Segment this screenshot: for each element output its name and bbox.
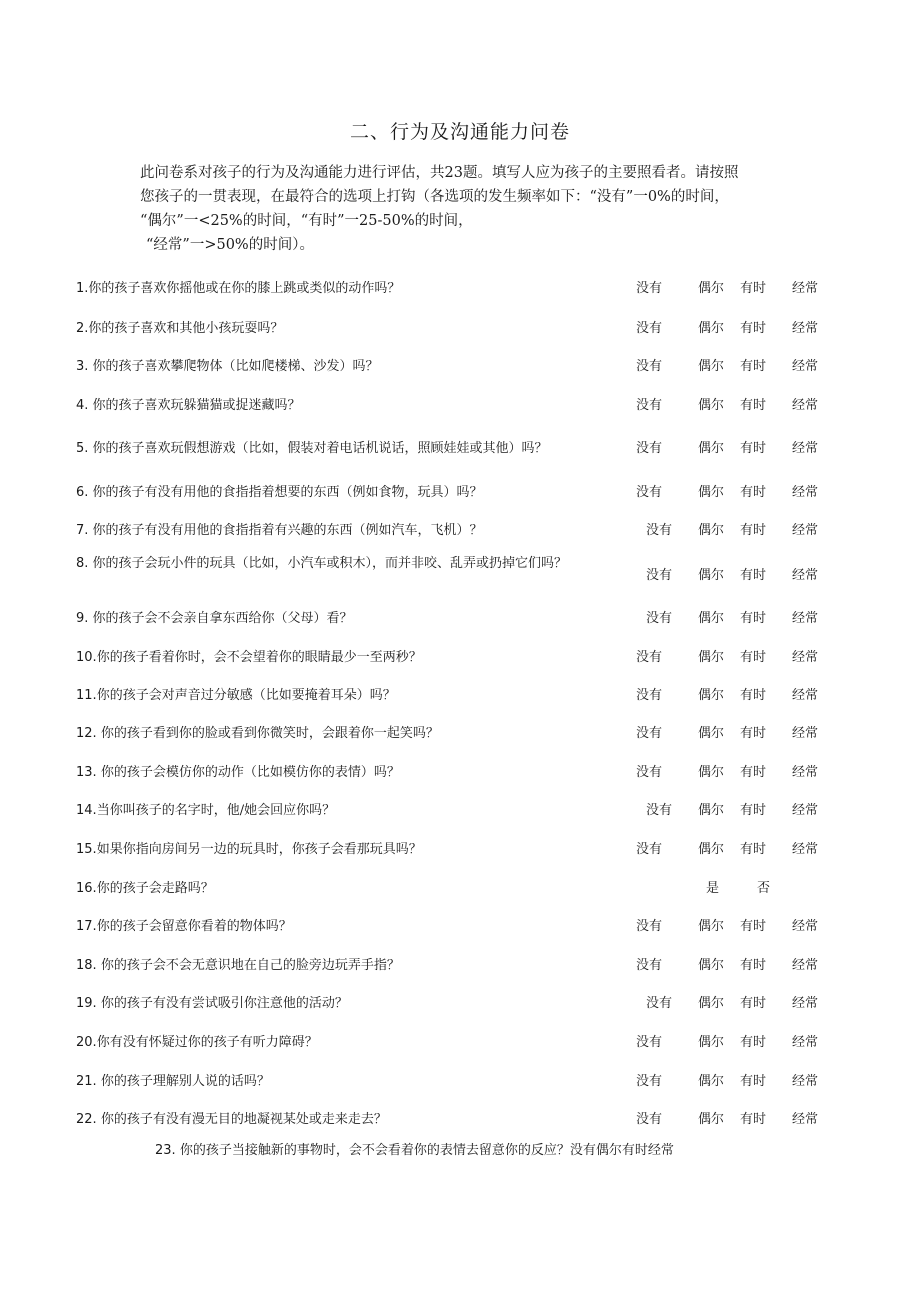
question-text: 你的孩子有没有用他的食指指着想要的东西（例如食物，玩具）吗？ [88, 485, 483, 500]
option-never[interactable]: 没有 [646, 803, 673, 818]
option-sometimes[interactable]: 有时 [740, 1035, 767, 1050]
option-often[interactable]: 经常 [792, 281, 819, 296]
question-text: 你的孩子有没有用他的食指指着有兴趣的东西（例如汽车，飞机）？ [88, 523, 483, 538]
question-number: 9. [76, 611, 89, 626]
question-text: 你的孩子喜欢玩假想游戏（比如，假装对着电话机说话，照顾娃娃或其他）吗？ [88, 441, 548, 456]
question-number: 10. [76, 650, 97, 665]
option-sometimes[interactable]: 有时 [740, 611, 767, 626]
question-3 [76, 355, 379, 374]
option-never[interactable]: 没有 [636, 398, 663, 413]
option-rarely[interactable]: 偶尔 [698, 485, 725, 500]
question-15 [76, 838, 422, 857]
option-often[interactable]: 经常 [792, 398, 819, 413]
option-never[interactable]: 没有 [636, 919, 663, 934]
option-never[interactable]: 没有 [646, 611, 673, 626]
question-text: 你的孩子喜欢你摇他或在你的膝上跳或类似的动作吗？ [88, 281, 401, 296]
question-text: 你的孩子会玩小件的玩具（比如，小汽车或积木），而并非咬、乱弄或扔掉它们吗？ [88, 556, 568, 571]
question-text: 你的孩子有没有漫无目的地凝视某处或走来走去？ [96, 1112, 387, 1127]
question-10 [76, 646, 422, 665]
option-often[interactable]: 经常 [792, 611, 819, 626]
question-14 [76, 799, 335, 818]
option-sometimes[interactable]: 有时 [740, 958, 767, 973]
option-sometimes[interactable]: 有时 [740, 398, 767, 413]
question-2 [76, 317, 283, 336]
option-often[interactable]: 经常 [792, 919, 819, 934]
question-number: 17. [76, 919, 97, 934]
question-16 [76, 877, 214, 896]
option-never[interactable]: 没有 [636, 650, 663, 665]
option-often[interactable]: 经常 [792, 441, 819, 456]
option-often[interactable]: 经常 [792, 485, 819, 500]
question-number: 8. [76, 556, 89, 571]
option-no[interactable]: 否 [757, 881, 771, 896]
question-number: 11. [76, 688, 97, 703]
option-never[interactable]: 没有 [636, 441, 663, 456]
question-20 [76, 1031, 318, 1050]
option-often[interactable]: 经常 [792, 359, 819, 374]
page-title: 二、行为及沟通能力问卷 [349, 121, 570, 143]
option-never[interactable]: 没有 [636, 1112, 663, 1127]
question-number: 12. [76, 726, 97, 741]
question-text: 如果你指向房间另一边的玩具时，你孩子会看那玩具吗？ [96, 842, 422, 857]
option-often[interactable]: 经常 [792, 958, 819, 973]
question-13 [76, 761, 400, 780]
option-rarely[interactable]: 偶尔 [698, 726, 725, 741]
question-number: 14. [76, 803, 97, 818]
question-text: 你的孩子会不会亲自拿东西给你（父母）看？ [88, 611, 353, 626]
option-rarely[interactable]: 偶尔 [698, 523, 725, 538]
option-rarely[interactable]: 偶尔 [698, 1112, 725, 1127]
option-sometimes[interactable]: 有时 [740, 281, 767, 296]
question-number: 20. [76, 1035, 97, 1050]
option-often[interactable]: 经常 [792, 765, 819, 780]
option-sometimes[interactable]: 有时 [740, 688, 767, 703]
option-never[interactable]: 没有 [636, 281, 663, 296]
intro-line-3: “偶尔”一<25%的时间，“有时”一25-50%的时间， [140, 213, 473, 229]
question-text: 你的孩子当接触新的事物时，会不会看着你的表情去留意你的反应？没有偶尔有时经常 [175, 1143, 674, 1158]
question-text: 你的孩子会走路吗？ [96, 881, 214, 896]
option-rarely[interactable]: 偶尔 [698, 1035, 725, 1050]
question-text: 你的孩子喜欢攀爬物体（比如爬楼梯、沙发）吗？ [88, 359, 379, 374]
option-never[interactable]: 没有 [636, 359, 663, 374]
question-4 [76, 394, 301, 413]
option-never[interactable]: 没有 [646, 996, 673, 1011]
option-never[interactable]: 没有 [636, 842, 663, 857]
question-text: 你的孩子看到你的脸或看到你微笑时，会跟着你一起笑吗？ [96, 726, 439, 741]
option-never[interactable]: 没有 [636, 958, 663, 973]
question-11 [76, 684, 396, 703]
option-rarely[interactable]: 偶尔 [698, 803, 725, 818]
option-sometimes[interactable]: 有时 [740, 803, 767, 818]
option-sometimes[interactable]: 有时 [740, 321, 767, 336]
option-never[interactable]: 没有 [636, 726, 663, 741]
option-sometimes[interactable]: 有时 [740, 842, 767, 857]
option-sometimes[interactable]: 有时 [740, 441, 767, 456]
option-sometimes[interactable]: 有时 [740, 765, 767, 780]
option-sometimes[interactable]: 有时 [740, 726, 767, 741]
option-never[interactable]: 没有 [646, 568, 673, 583]
option-often[interactable]: 经常 [792, 688, 819, 703]
option-sometimes[interactable]: 有时 [740, 1074, 767, 1089]
question-text: 你有没有怀疑过你的孩子有听力障碍？ [96, 1035, 318, 1050]
option-rarely[interactable]: 偶尔 [698, 321, 725, 336]
option-often[interactable]: 经常 [792, 1112, 819, 1127]
option-sometimes[interactable]: 有时 [740, 485, 767, 500]
question-number: 3. [76, 359, 89, 374]
question-number: 21. [76, 1074, 97, 1089]
question-number: 23. [155, 1143, 176, 1158]
option-rarely[interactable]: 偶尔 [698, 568, 725, 583]
option-never[interactable]: 没有 [636, 485, 663, 500]
option-rarely[interactable]: 偶尔 [698, 398, 725, 413]
question-23 [155, 1139, 674, 1158]
option-never[interactable]: 没有 [636, 321, 663, 336]
question-12 [76, 722, 439, 741]
question-number: 18. [76, 958, 97, 973]
intro-line-2: 您孩子的一贯表现，在最符合的选项上打钩（各选项的发生频率如下：“没有”一0%的时间， [140, 189, 729, 205]
option-sometimes[interactable]: 有时 [740, 359, 767, 374]
question-1 [76, 277, 400, 296]
question-number: 6. [76, 485, 89, 500]
question-text: 你的孩子有没有尝试吸引你注意他的活动？ [96, 996, 348, 1011]
option-rarely[interactable]: 偶尔 [698, 765, 725, 780]
question-number: 1. [76, 281, 89, 296]
question-5 [76, 437, 548, 456]
question-text: 你的孩子会对声音过分敏感（比如要掩着耳朵）吗？ [96, 688, 396, 703]
option-rarely[interactable]: 偶尔 [698, 996, 725, 1011]
option-yes[interactable]: 是 [706, 881, 720, 896]
option-rarely[interactable]: 偶尔 [698, 919, 725, 934]
question-text: 你的孩子喜欢和其他小孩玩耍吗？ [88, 321, 284, 336]
option-often[interactable]: 经常 [792, 523, 819, 538]
option-sometimes[interactable]: 有时 [740, 523, 767, 538]
option-rarely[interactable]: 偶尔 [698, 611, 725, 626]
option-never[interactable]: 没有 [636, 1074, 663, 1089]
option-sometimes[interactable]: 有时 [740, 1112, 767, 1127]
question-number: 19. [76, 996, 97, 1011]
question-text: 你的孩子喜欢玩躲猫猫或捉迷藏吗？ [88, 398, 301, 413]
question-number: 7. [76, 523, 89, 538]
option-often[interactable]: 经常 [792, 568, 819, 583]
question-number: 22. [76, 1112, 97, 1127]
option-rarely[interactable]: 偶尔 [698, 842, 725, 857]
question-text: 你的孩子看着你时，会不会望着你的眼睛最少一至两秒？ [96, 650, 422, 665]
question-17 [76, 915, 292, 934]
option-sometimes[interactable]: 有时 [740, 919, 767, 934]
question-19 [76, 992, 348, 1011]
question-number: 5. [76, 441, 89, 456]
question-text: 你的孩子会留意你看着的物体吗？ [96, 919, 292, 934]
option-rarely[interactable]: 偶尔 [698, 281, 725, 296]
question-text: 你的孩子会模仿你的动作（比如模仿你的表情）吗？ [96, 765, 400, 780]
question-number: 2. [76, 321, 89, 336]
question-9 [76, 607, 353, 626]
question-number: 15. [76, 842, 97, 857]
question-22 [76, 1108, 387, 1127]
option-rarely[interactable]: 偶尔 [698, 688, 725, 703]
option-never[interactable]: 没有 [636, 1035, 663, 1050]
option-never[interactable]: 没有 [646, 523, 673, 538]
option-never[interactable]: 没有 [636, 765, 663, 780]
question-18 [76, 954, 400, 973]
option-never[interactable]: 没有 [636, 688, 663, 703]
question-7 [76, 519, 483, 538]
option-often[interactable]: 经常 [792, 1035, 819, 1050]
option-often[interactable]: 经常 [792, 803, 819, 818]
option-often[interactable]: 经常 [792, 996, 819, 1011]
question-8 [76, 555, 636, 573]
question-21 [76, 1070, 270, 1089]
option-sometimes[interactable]: 有时 [740, 568, 767, 583]
option-often[interactable]: 经常 [792, 321, 819, 336]
option-sometimes[interactable]: 有时 [740, 996, 767, 1011]
intro-line-4: “经常”一>50%的时间）。 [146, 237, 314, 253]
option-sometimes[interactable]: 有时 [740, 650, 767, 665]
question-number: 13. [76, 765, 97, 780]
option-rarely[interactable]: 偶尔 [698, 1074, 725, 1089]
question-number: 16. [76, 881, 97, 896]
question-text: 你的孩子会不会无意识地在自己的脸旁边玩弄手指？ [96, 958, 400, 973]
option-rarely[interactable]: 偶尔 [698, 359, 725, 374]
question-number: 4. [76, 398, 89, 413]
option-rarely[interactable]: 偶尔 [698, 441, 725, 456]
option-rarely[interactable]: 偶尔 [698, 650, 725, 665]
question-6 [76, 481, 483, 500]
question-text: 当你叫孩子的名字时，他/她会回应你吗？ [96, 803, 336, 818]
question-text: 你的孩子理解别人说的话吗？ [96, 1074, 270, 1089]
option-often[interactable]: 经常 [792, 1074, 819, 1089]
option-often[interactable]: 经常 [792, 726, 819, 741]
option-often[interactable]: 经常 [792, 842, 819, 857]
intro-line-1: 此问卷系对孩子的行为及沟通能力进行评估，共23题。填写人应为孩子的主要照看者。请按照 [140, 165, 739, 181]
option-rarely[interactable]: 偶尔 [698, 958, 725, 973]
option-often[interactable]: 经常 [792, 650, 819, 665]
